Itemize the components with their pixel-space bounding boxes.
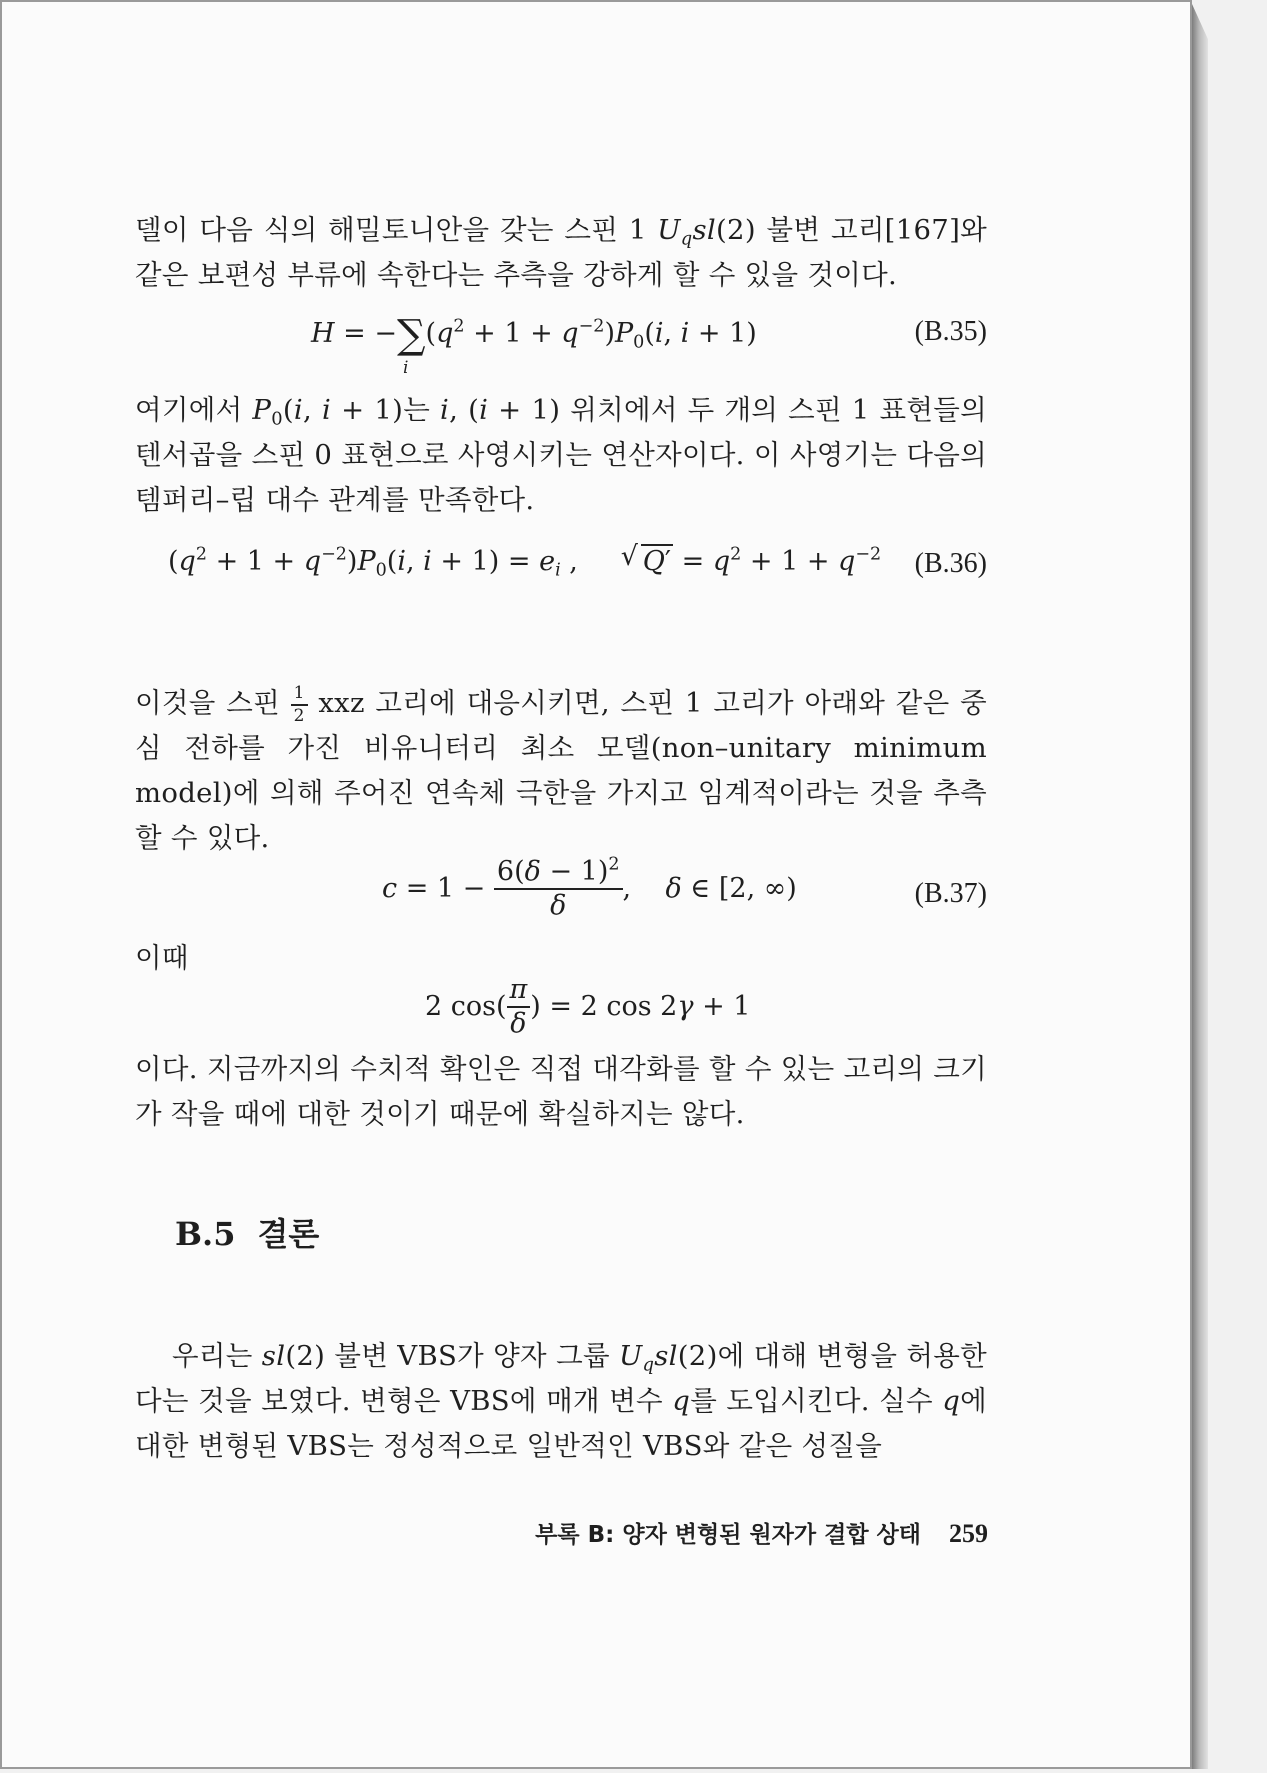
text-run: 에 대한 변형된 VBS는 정성적으로 일반적인 VBS와 같은 성질을 [135,1385,987,1462]
text-run: 를 도입시킨다. 실수 [690,1385,943,1417]
section-heading [175,1209,319,1255]
page-edge-shadow [1192,4,1208,1769]
text-run: 는 [403,394,440,426]
page-number: 259 [949,1519,988,1548]
text-run: 여기에서 [135,394,253,426]
text-run: xxz 고리에 대응시키면, 스핀 1 고리가 아래와 같은 중심 전하를 가진 비유니터리 최소 모델(non–unitary minimum model)에 의해 주어진 연속체 극한을 가지고 임계적이라는 것을 추측할 수 있다. [135,687,987,854]
text-run: 우리는 [172,1340,262,1372]
paragraph-then: 이때 [135,942,189,974]
section-title: 결론 [257,1215,320,1253]
equation-b37: c = 1 − $\frac{6(\delta - 1)^2}{\delta}$ , δ ∈ [2, ∞) (B.37) [382,854,987,922]
text-run: 위치에서 두 개의 스핀 1 표현들의 텐서곱을 스핀 0 표현으로 사영시키는 연산자이다. 이 사영기는 다음의 템퍼리–립 대수 관계를 만족한다. [135,394,987,516]
text-run: 불변 VBS가 양자 그룹 [325,1340,620,1372]
paragraph-projector: 여기에서 $P_0(i$, i + 1)는 i, (i + 1) 위치에서 두 개의 스핀 1 표현들의 텐서곱을 스핀 0 표현으로 사영시키는 연산자이다. 이 사영기는 다음의 템퍼리–립 대수 관계를 만족한다. [135,394,987,516]
page-footer [492,1516,988,1549]
text-run: 이것을 스핀 [135,687,291,719]
equation-b35: $H = -\sum(q^2 + 1 + q^{-2})P_0(i$, i + 1) i (B.35) [311,312,987,378]
equation-cos: 2 cos( $\frac{\pi}{\delta}$ ) = 2 cos 2γ + 1 [425,974,751,1040]
text-run: 불변 고리[167]와 같은 보편성 부류에 속한다는 추측을 강하게 할 수 있을 것이다. [135,214,987,291]
equation-number: (B.35) [914,316,987,347]
equation-b36: $(q^2 + 1 + q^{-2})P_0(i$, $i + 1) = e_i$ , √ $Q' = q^2 + 1 + q^{-2}$ (B.36) [135,536,987,596]
running-head: 부록 B: 양자 변형된 원자가 결합 상태 [535,1522,921,1548]
text-run: 에 대해 변형을 허용한다는 것을 보였다. 변형은 VBS에 매개 변수 [135,1340,987,1417]
equation-number: (B.36) [914,548,987,579]
paragraph-numerical: 이다. 지금까지의 수치적 확인은 직접 대각화를 할 수 있는 고리의 크기가 작을 때에 대한 것이기 때문에 확실하지는 않다. [135,1053,987,1130]
paragraph-xxz: 이것을 스핀 $\frac{1}{2}$ xxz 고리에 대응시키면, 스핀 1 고리가 아래와 같은 중심 전하를 가진 비유니터리 최소 모델(non–unitary minimum model)에 의해 주어진 연속체 극한을 가지고 임계적이라는 것을 추측할 수 있다. [135,683,987,854]
text-run: 델이 다음 식의 해밀토니안을 갖는 스핀 1 [135,214,658,246]
paragraph-intro: 델이 다음 식의 해밀토니안을 갖는 스핀 1 $U_qsl(2)$ 불변 고리[167]와 같은 보편성 부류에 속한다는 추측을 강하게 할 수 있을 것이다. [135,214,987,291]
section-number: B.5 [175,1215,236,1253]
equation-number: (B.37) [914,878,987,909]
paragraph-conclusion: 우리는 sl(2) 불변 VBS가 양자 그룹 $U_qsl(2)$에 대해 변형을 허용한다는 것을 보였다. 변형은 VBS에 매개 변수 q를 도입시킨다. 실수 q에 대한 변형된 VBS는 정성적으로 일반적인 VBS와 같은 성질을 [135,1340,987,1462]
